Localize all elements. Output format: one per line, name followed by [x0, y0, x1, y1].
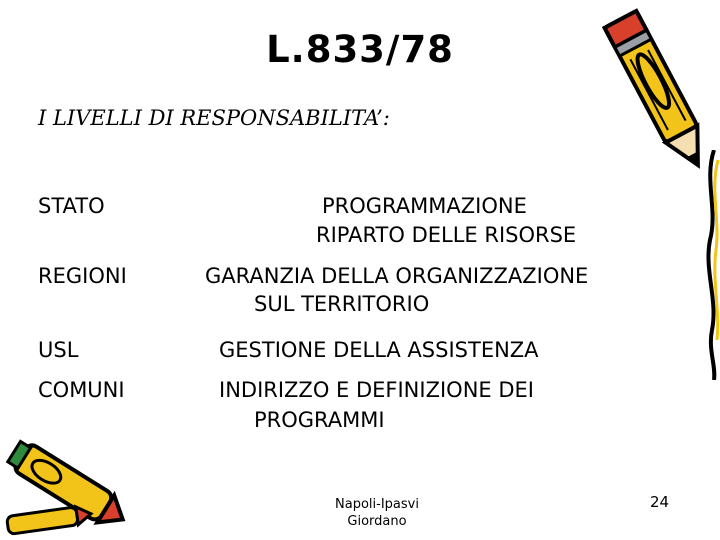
crayon-clipart-icon: [0, 430, 135, 540]
footer-author-line-1: Napoli-Ipasvi: [335, 497, 419, 512]
level-label-stato: STATO: [38, 194, 105, 218]
responsibility-line-1: INDIRIZZO E DEFINIZIONE DEI: [219, 378, 534, 402]
footer-author-line-2: Giordano: [347, 514, 407, 529]
responsibility-line-1: PROGRAMMAZIONE: [322, 194, 527, 218]
level-label-regioni: REGIONI: [38, 264, 127, 288]
responsibility-line-1: GESTIONE DELLA ASSISTENZA: [219, 338, 539, 362]
footer-author: [332, 496, 422, 530]
page-number: 24: [650, 493, 670, 511]
responsibility-line-2: RIPARTO DELLE RISORSE: [316, 223, 577, 247]
slide-title: L.833/78: [266, 28, 454, 71]
level-label-usl: USL: [38, 338, 79, 362]
responsibility-line-1: GARANZIA DELLA ORGANIZZAZIONE: [205, 264, 589, 288]
squiggle-decoration-icon: [700, 150, 720, 380]
responsibility-line-2: PROGRAMMI: [254, 408, 385, 432]
slide-subtitle: I LIVELLI DI RESPONSABILITA’:: [38, 106, 390, 130]
responsibility-line-2: SUL TERRITORIO: [254, 292, 430, 316]
level-label-comuni: COMUNI: [38, 378, 125, 402]
